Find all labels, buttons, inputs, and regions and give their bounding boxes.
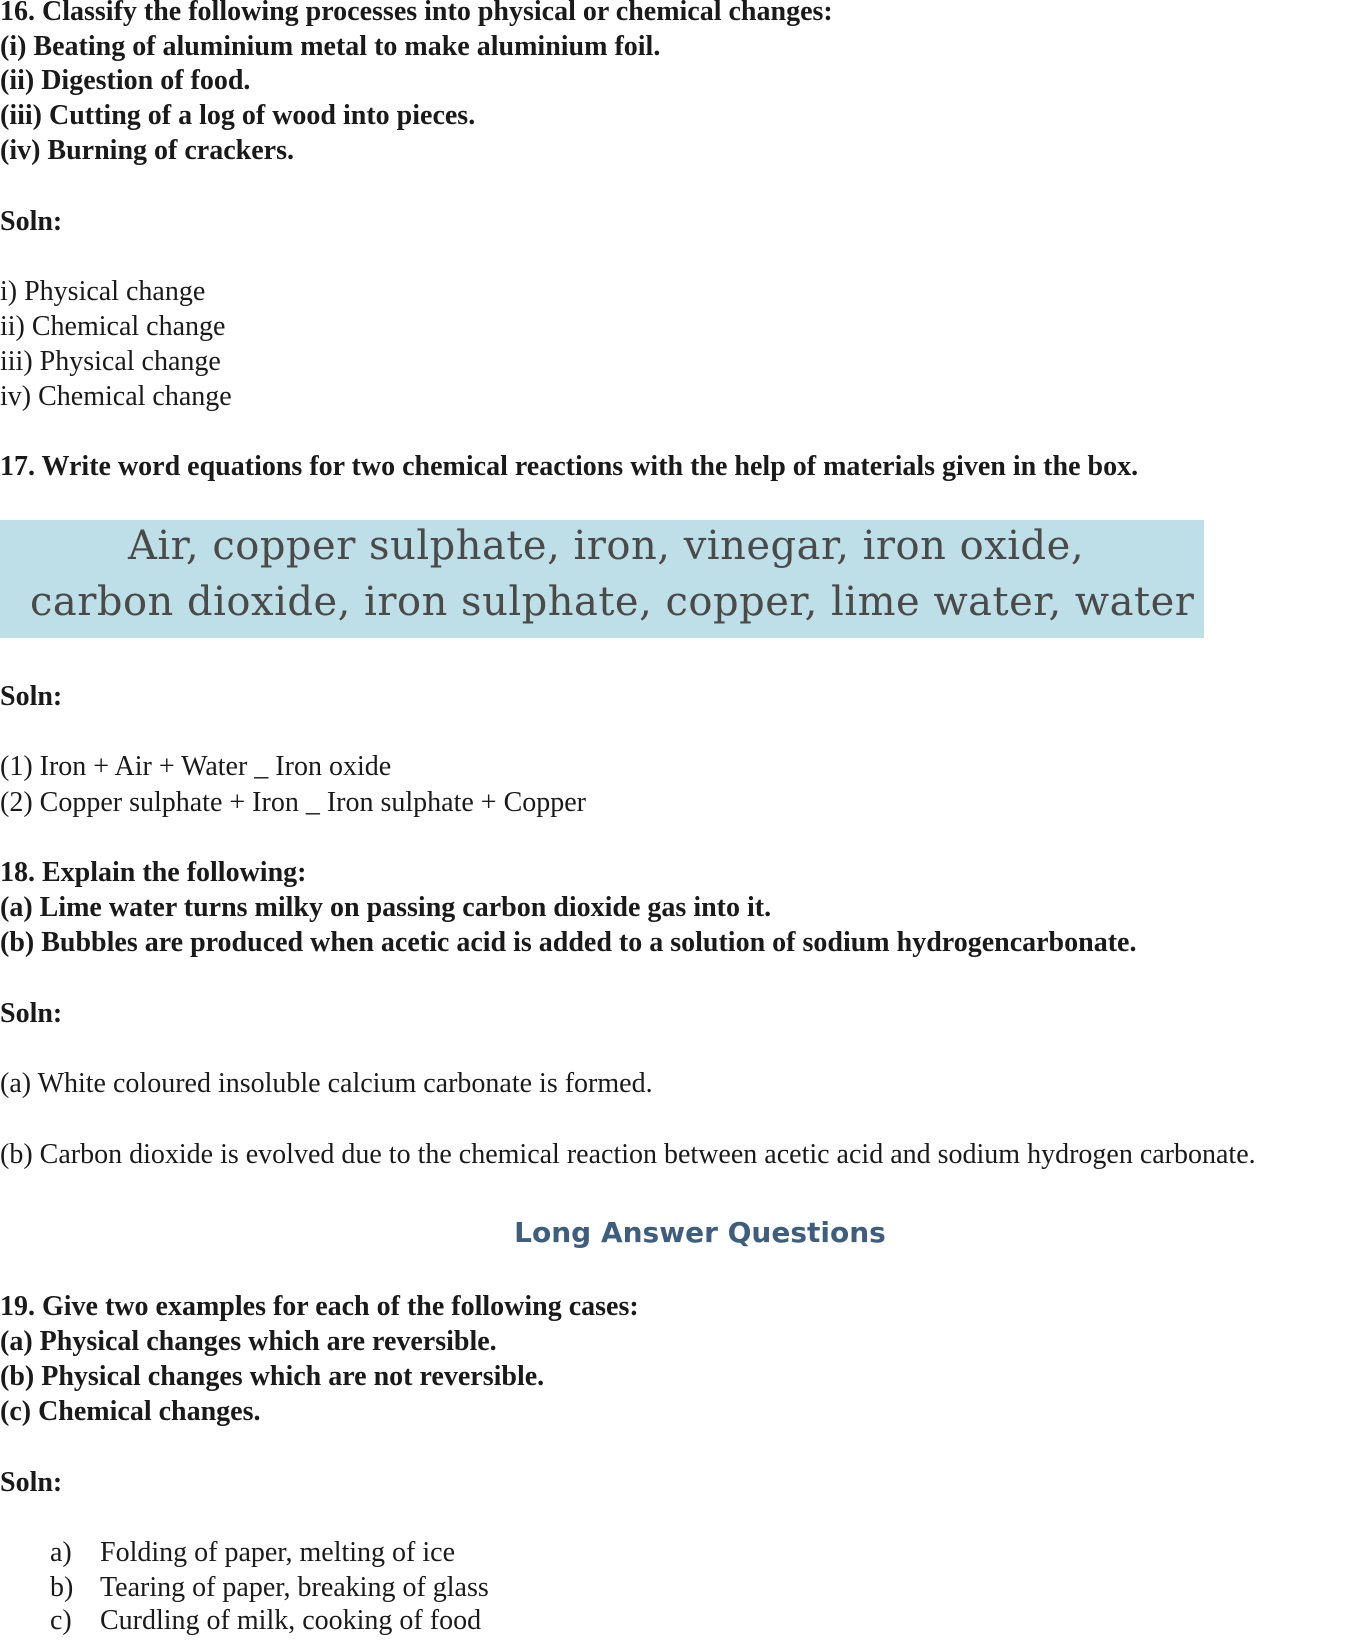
list-marker: b) bbox=[50, 1572, 74, 1603]
materials-box-line-1: Air, copper sulphate, iron, vinegar, iron oxide, bbox=[128, 523, 1085, 569]
q19-soln-label: Soln: bbox=[0, 1467, 63, 1498]
q16-answer-i: i) Physical change bbox=[0, 276, 206, 307]
q18-part-b: (b) Bubbles are produced when acetic acid is added to a solution of sodium hydrogencarbonate. bbox=[0, 927, 1137, 958]
q16-answer-iv: iv) Chemical change bbox=[0, 381, 232, 412]
list-item-text: Tearing of paper, breaking of glass bbox=[100, 1572, 489, 1603]
q16-question: 16. Classify the following processes into physical or chemical changes: bbox=[0, 0, 833, 27]
q17-answer-1: (1) Iron + Air + Water _ Iron oxide bbox=[0, 751, 392, 782]
list-item-text: Curdling of milk, cooking of food bbox=[100, 1605, 482, 1636]
q16-part-ii: (ii) Digestion of food. bbox=[0, 65, 251, 96]
q18-answer-a: (a) White coloured insoluble calcium carbonate is formed. bbox=[0, 1068, 653, 1099]
q19-part-b: (b) Physical changes which are not reversible. bbox=[0, 1361, 545, 1392]
q16-part-i: (i) Beating of aluminium metal to make aluminium foil. bbox=[0, 31, 661, 62]
q17-answer-2: (2) Copper sulphate + Iron _ Iron sulphate + Copper bbox=[0, 787, 587, 818]
q19-part-a: (a) Physical changes which are reversible. bbox=[0, 1326, 497, 1357]
q16-answer-iii: iii) Physical change bbox=[0, 346, 221, 377]
materials-box-line-2: carbon dioxide, iron sulphate, copper, lime water, water bbox=[30, 579, 1195, 625]
list-marker: a) bbox=[50, 1537, 72, 1568]
q18-question: 18. Explain the following: bbox=[0, 857, 307, 888]
q17-soln-label: Soln: bbox=[0, 681, 63, 712]
q18-part-a: (a) Lime water turns milky on passing carbon dioxide gas into it. bbox=[0, 892, 772, 923]
list-marker: c) bbox=[50, 1605, 72, 1636]
q16-part-iii: (iii) Cutting of a log of wood into pieces. bbox=[0, 100, 476, 131]
q16-part-iv: (iv) Burning of crackers. bbox=[0, 135, 294, 166]
section-heading: Long Answer Questions bbox=[514, 1216, 886, 1249]
q16-soln-label: Soln: bbox=[0, 206, 63, 237]
q17-question: 17. Write word equations for two chemical reactions with the help of materials given in the box. bbox=[0, 451, 1139, 482]
q18-soln-label: Soln: bbox=[0, 998, 63, 1029]
q18-answer-b: (b) Carbon dioxide is evolved due to the chemical reaction between acetic acid and sodium hydrogen carbonate. bbox=[0, 1139, 1256, 1170]
materials-box bbox=[0, 520, 1204, 638]
q19-part-c: (c) Chemical changes. bbox=[0, 1396, 261, 1427]
q19-question: 19. Give two examples for each of the following cases: bbox=[0, 1291, 639, 1322]
q16-answer-ii: ii) Chemical change bbox=[0, 311, 226, 342]
list-item-text: Folding of paper, melting of ice bbox=[100, 1537, 456, 1568]
